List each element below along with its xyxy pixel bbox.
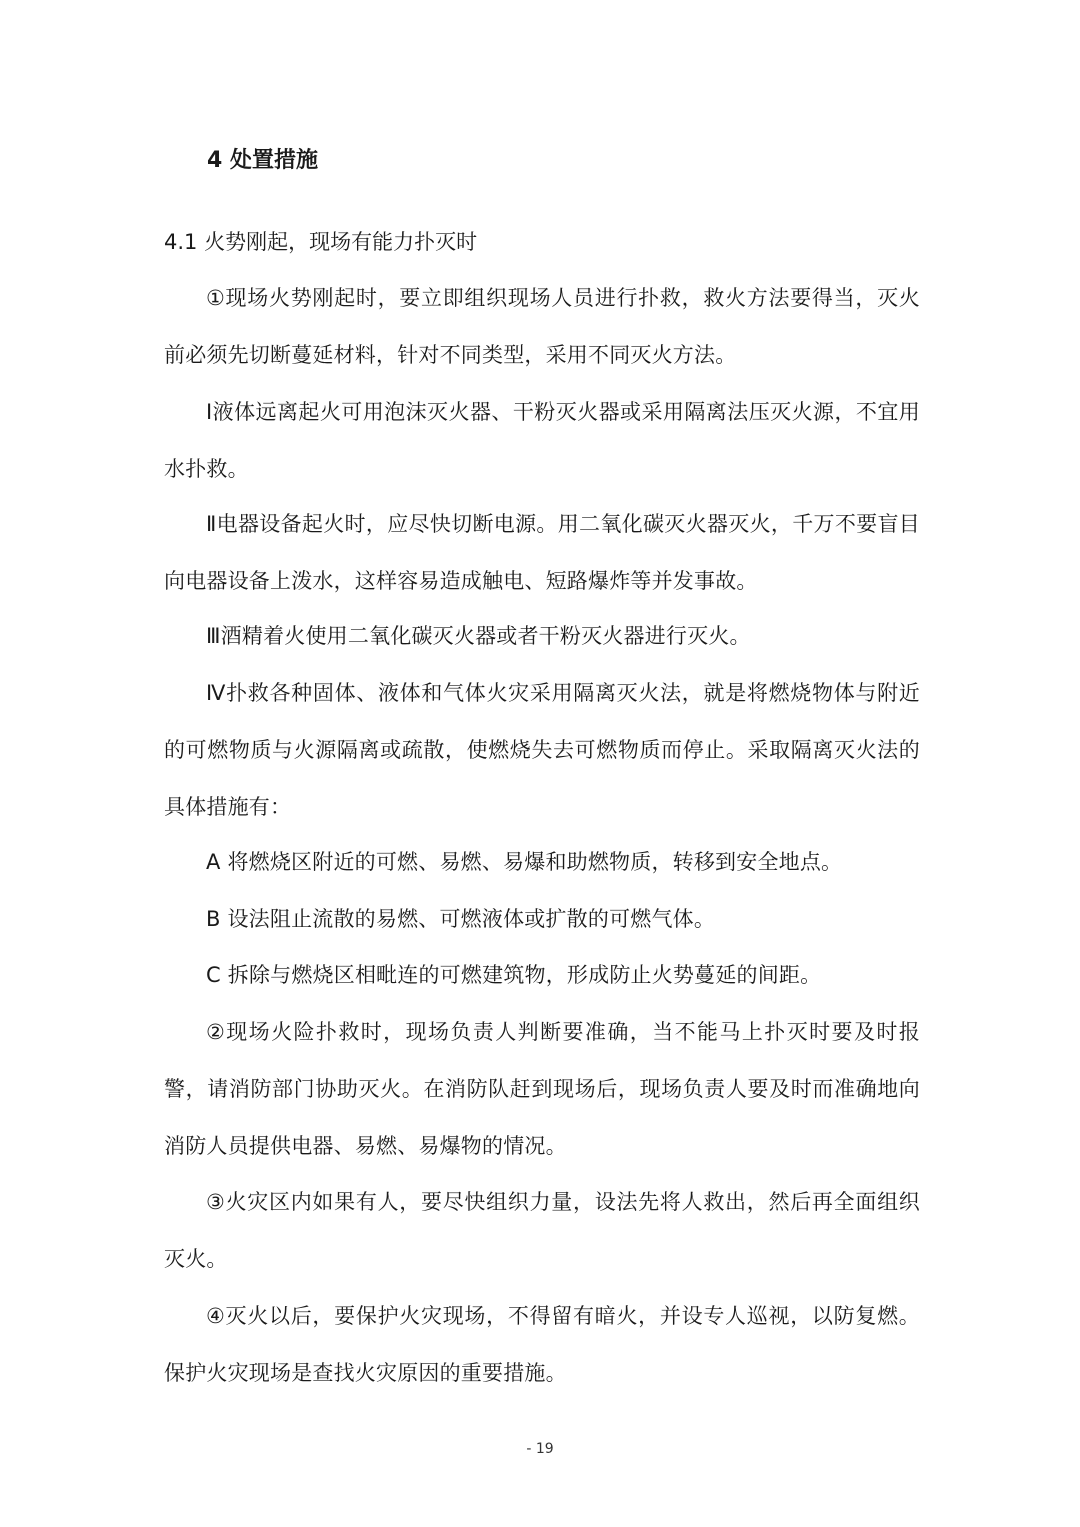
paragraph-item-b: B 设法阻止流散的易燃、可燃液体或扩散的可燃气体。 [206,907,716,931]
paragraph-4: ④灭火以后，要保护火灾现场，不得留有暗火，并设专人巡视，以防复燃。保护火灾现场是查找火灾原因的重要措施。 [164,1304,920,1385]
paragraph-item-ii: Ⅱ电器设备起火时，应尽快切断电源。用二氧化碳灭火器灭火，千万不要盲目向电器设备上泼水，这样容易造成触电、短路爆炸等并发事故。 [164,512,920,593]
paragraph-2: ②现场火险扑救时，现场负责人判断要准确，当不能马上扑灭时要及时报警，请消防部门协助灭火。在消防队赶到现场后，现场负责人要及时而准确地向消防人员提供电器、易燃、易爆物的情况。 [164,1020,920,1158]
subsection-heading: 4.1 火势刚起，现场有能力扑灭时 [164,230,478,254]
paragraph-1: ①现场火势刚起时，要立即组织现场人员进行扑救，救火方法要得当，灭火前必须先切断蔓延材料，针对不同类型，采用不同灭火方法。 [164,286,920,367]
section-heading: 4 处置措施 [207,148,318,173]
paragraph-item-iv: Ⅳ扑救各种固体、液体和气体火灾采用隔离灭火法，就是将燃烧物体与附近的可燃物质与火源隔离或疏散，使燃烧失去可燃物质而停止。采取隔离灭火法的具体措施有： [164,681,920,819]
paragraph-item-iii: Ⅲ酒精着火使用二氧化碳灭火器或者干粉灭火器进行灭火。 [206,624,751,648]
paragraph-item-i: Ⅰ液体远离起火可用泡沫灭火器、干粉灭火器或采用隔离法压灭火源，不宜用水扑救。 [164,400,920,481]
paragraph-item-c: C 拆除与燃烧区相毗连的可燃建筑物，形成防止火势蔓延的间距。 [206,963,822,987]
paragraph-3: ③火灾区内如果有人，要尽快组织力量，设法先将人救出，然后再全面组织灭火。 [164,1190,920,1271]
page-number: - 19 [526,1441,554,1457]
paragraph-item-a: A 将燃烧区附近的可燃、易燃、易爆和助燃物质，转移到安全地点。 [206,850,843,874]
